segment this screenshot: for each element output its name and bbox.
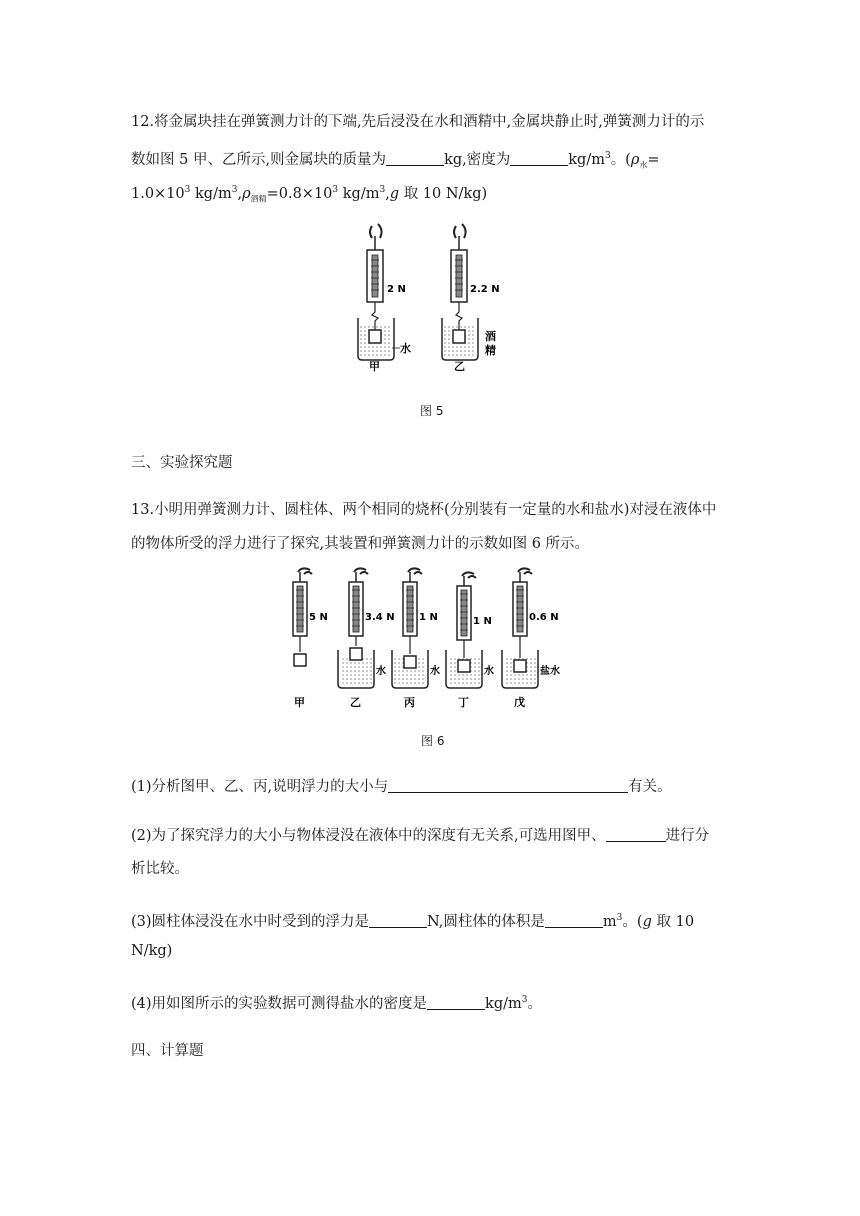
q13-text: 。( [622, 913, 643, 930]
superscript: 3 [184, 185, 191, 195]
q12-text: kg,密度为 [444, 151, 511, 168]
q13-part1 [131, 777, 672, 797]
g-symbol: g [389, 185, 400, 202]
scale-reading-4: 1 N [473, 616, 492, 627]
q12-text: 取 10 N/kg) [399, 185, 488, 202]
q13-line1: 13.小明用弹簧测力计、圆柱体、两个相同的烧杯(分别装有一定量的水和盐水)对浸在液体中 [131, 502, 717, 518]
spring-scale-setup-2 [338, 568, 374, 688]
setup-label-2: 乙 [350, 696, 361, 709]
q13-text: 进行分 [665, 828, 710, 844]
q13-part3 [131, 908, 694, 932]
answer-blank[interactable] [427, 995, 485, 1010]
answer-blank[interactable] [545, 913, 603, 928]
q12-text: = [647, 151, 660, 168]
scale-reading-5: 0.6 N [529, 612, 559, 623]
superscript: 3 [521, 995, 528, 1005]
jia-label: 甲 [369, 360, 380, 373]
g-symbol: g [642, 913, 652, 930]
rho-symbol: ρ [242, 185, 251, 202]
water-label: 水 [400, 342, 411, 355]
q13-part2-cont: 析比较。 [131, 861, 189, 877]
q12-line2 [131, 146, 660, 176]
q13-text: kg/m [485, 995, 522, 1012]
scale-reading-2: 3.4 N [365, 612, 395, 623]
superscript: 3 [332, 185, 339, 195]
q13-text: (2)为了探究浮力的大小与物体浸没在液体中的深度有无关系,可选用图甲、 [131, 828, 606, 844]
spring-scale-setup-5 [502, 568, 538, 688]
superscript: 3 [379, 185, 386, 195]
yi-reading: 2.2 N [470, 284, 500, 295]
q12-text: kg/m [568, 151, 605, 168]
q13-text: (4)用如图所示的实验数据可测得盐水的密度是 [131, 995, 428, 1012]
answer-blank[interactable] [386, 151, 444, 166]
subscript: 水 [639, 160, 648, 170]
q12-text: kg/m [338, 185, 380, 202]
liquid-label-2: 水 [376, 666, 386, 677]
liquid-label-3: 水 [430, 666, 440, 677]
scale-reading-1: 5 N [309, 612, 328, 623]
q12-text: kg/m [190, 185, 232, 202]
q13-text: 有关。 [628, 779, 672, 795]
setup-label-1: 甲 [294, 696, 305, 709]
section-4-title: 四、计算题 [131, 1043, 204, 1059]
alcohol-label-2: 精 [485, 344, 496, 357]
spring-scale-setup-4 [446, 572, 482, 688]
jia-reading: 2 N [387, 284, 406, 295]
q12-line3 [131, 180, 487, 210]
liquid-label-5: 盐水 [540, 666, 560, 677]
q13-text: 取 10 [651, 913, 695, 930]
q12-text: 数如图 5 甲、乙所示,则金属块的质量为 [131, 151, 387, 168]
superscript: 3 [616, 913, 623, 923]
q13-part3-cont: N/kg) [131, 943, 173, 959]
q13-text: N,圆柱体的体积是 [427, 913, 545, 930]
alcohol-label-1: 酒 [485, 330, 496, 343]
setup-label-5: 戊 [514, 696, 525, 709]
section-3-title: 三、实验探究题 [131, 455, 233, 471]
q12-text: 。( [610, 151, 631, 168]
setup-label-4: 丁 [458, 696, 469, 709]
subscript: 酒精 [250, 194, 267, 204]
q13-line2: 的物体所受的浮力进行了探究,其装置和弹簧测力计的示数如图 6 所示。 [131, 536, 590, 552]
liquid-label-4: 水 [484, 666, 494, 677]
q13-text: m [602, 913, 617, 930]
q13-text: 。 [527, 995, 542, 1012]
q13-part4 [131, 990, 542, 1014]
yi-label: 乙 [454, 360, 465, 373]
answer-blank[interactable] [606, 827, 666, 842]
q12-text: 1.0×10 [131, 185, 185, 202]
figure-5 [340, 222, 520, 374]
superscript: 3 [604, 151, 611, 161]
setup-label-3: 丙 [404, 696, 415, 709]
scale-reading-3: 1 N [419, 612, 438, 623]
rho-symbol: ρ [630, 151, 640, 168]
figure-5-caption: 图 5 [420, 404, 444, 418]
spring-scale-setup-3 [392, 568, 428, 688]
q13-text: (3)圆柱体浸没在水中时受到的浮力是 [131, 913, 370, 930]
figure-6 [282, 566, 572, 714]
q12-text: =0.8×10 [266, 185, 333, 202]
superscript: 3 [231, 185, 238, 195]
q12-line1: 12.将金属块挂在弹簧测力计的下端,先后浸没在水和酒精中,金属块静止时,弹簧测力计的示 [131, 114, 705, 130]
answer-blank[interactable] [510, 151, 568, 166]
answer-blank[interactable] [388, 778, 628, 793]
q13-part2 [131, 826, 709, 846]
q12-text: , [385, 185, 390, 202]
figure-6-caption: 图 6 [421, 734, 445, 748]
q12-text: , [237, 185, 243, 202]
answer-blank[interactable] [369, 913, 427, 928]
q13-text: (1)分析图甲、乙、丙,说明浮力的大小与 [131, 779, 389, 795]
